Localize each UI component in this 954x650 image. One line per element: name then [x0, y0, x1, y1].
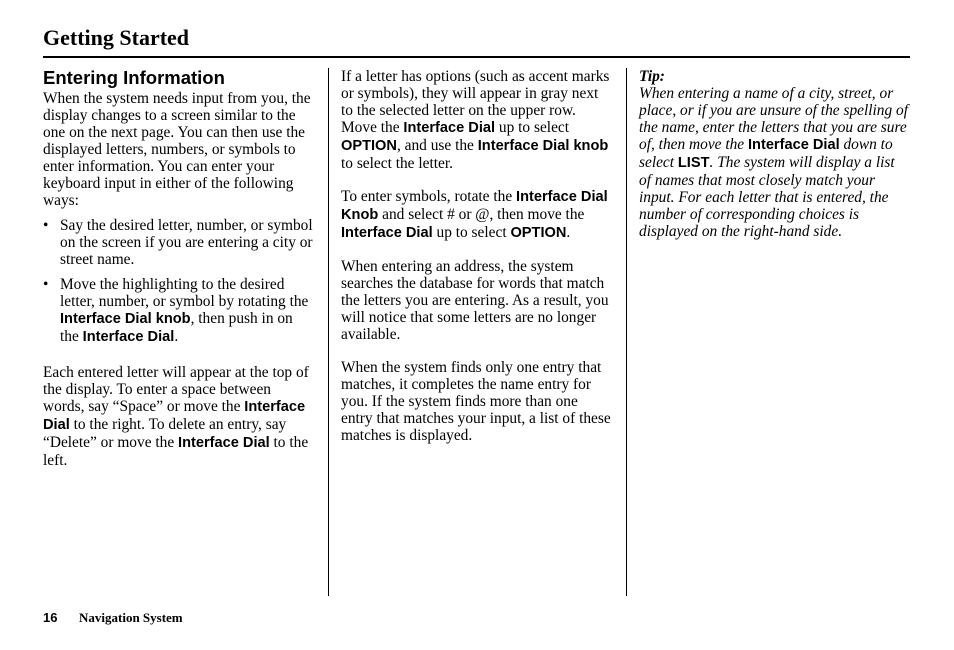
control-name: Interface Dial [43, 399, 306, 433]
control-name: Interface Dial knob [477, 138, 609, 154]
header-rule [43, 56, 910, 58]
intro-paragraph: When the system needs input from you, the display changes to a screen similar to the one on the next page. You can then use the displayed letters, numbers, or symbols to enter information. You can enter your keyboard input in either of the following ways: [43, 90, 311, 209]
tip-label: Tip: [639, 68, 665, 85]
bullet-icon: • [43, 276, 49, 293]
bullet-icon: • [43, 217, 49, 234]
option-label: OPTION [341, 138, 397, 154]
column-divider-1 [328, 68, 329, 596]
column-divider-2 [626, 68, 627, 596]
control-name: Interface Dial knob [60, 311, 191, 327]
list-item: • Move the highlighting to the desired letter, number, or symbol by rotating the Interface Dial knob, then push in on the Interface Dial. [43, 276, 309, 345]
footer-title: Navigation System [79, 610, 183, 625]
control-name: Interface Dial [403, 120, 496, 136]
input-methods-list [43, 217, 315, 346]
column-2 [341, 68, 613, 444]
page-title: Getting Started [43, 25, 190, 50]
paragraph: If a letter has options (such as accent marks or symbols), they will appear in gray next to the selected letter on the upper row. Move the Interface Dial up to select OPTION, and use the Interface Dial knob to select the letter. [341, 68, 610, 172]
paragraph: To enter symbols, rotate the Interface Dial Knob and select # or @, then move the Interface Dial up to select OPTION. [341, 188, 608, 241]
column-1 [43, 68, 315, 469]
control-name: Interface Dial [341, 225, 433, 241]
paragraph: When the system finds only one entry that matches, it completes the name entry for you. If the system finds more than one entry that matches your input, a list of these matches is displayed. [341, 359, 611, 444]
list-item: • Say the desired letter, number, or symbol on the screen if you are entering a city or street name. [43, 217, 313, 268]
column-3 [639, 68, 910, 240]
control-name: Interface Dial Knob [341, 189, 608, 223]
page-number: 16 [43, 610, 58, 625]
paragraph: When entering an address, the system searches the database for words that match the letters you are entering. As a result, you will notice that some letters are no longer available. [341, 258, 609, 343]
control-name: Interface Dial [747, 137, 840, 153]
option-label: OPTION [510, 225, 567, 241]
paragraph: Each entered letter will appear at the top of the display. To enter a space between words, say “Space” or move the Interface Dial to the right. To delete an entry, say “Delete” or move the Interface Dial to the left. [43, 364, 309, 469]
option-label: LIST [677, 155, 710, 171]
control-name: Interface Dial [178, 435, 270, 451]
tip-text: When entering a name of a city, street, or place, or if you are unsure of the spelling of the name, enter the letters that you are sure of, then move the Interface Dial down to select LIST. The system will display a list of names that most closely match your input. For each letter that is entered, the number of corresponding choices is displayed on the right-hand side. [639, 85, 909, 240]
control-name: Interface Dial [82, 329, 175, 345]
section-title: Entering Information [43, 67, 225, 88]
